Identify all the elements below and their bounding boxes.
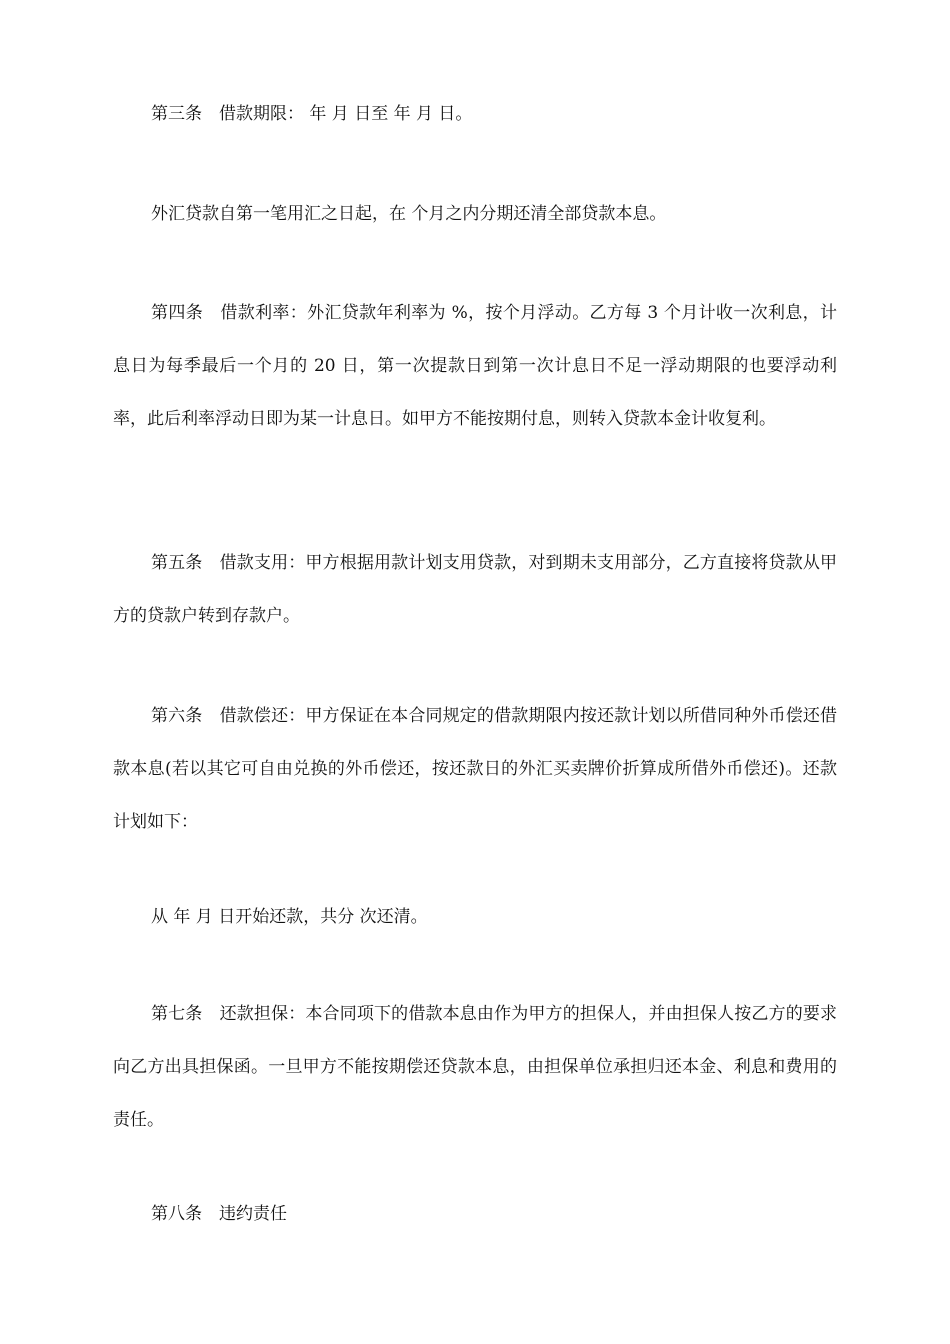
paragraph-text: 从 年 月 日开始还款，共分 次还清。 (151, 907, 428, 927)
clause-8-liability-for-breach (113, 1188, 837, 1241)
clause-4-interest-rate (113, 287, 837, 446)
clause-5-loan-drawdown (113, 537, 837, 643)
repayment-period-paragraph (113, 188, 837, 241)
clause-text: 违约责任 (219, 1204, 287, 1224)
clause-heading: 第三条 (151, 104, 202, 124)
repayment-schedule-paragraph (113, 891, 837, 944)
clause-heading: 第六条 (151, 706, 203, 726)
clause-3-loan-term (113, 88, 837, 141)
clause-heading: 第八条 (151, 1204, 202, 1224)
clause-heading: 第四条 (151, 303, 204, 323)
clause-heading: 第五条 (151, 553, 203, 573)
clause-heading: 第七条 (151, 1004, 203, 1024)
clause-text: 还款担保：本合同项下的借款本息由作为甲方的担保人，并由担保人按乙方的要求向乙方出具担保函。一旦甲方不能按期偿还贷款本息，由担保单位承担归还本金、利息和费用的责任。 (113, 1004, 838, 1130)
clause-text: 借款偿还：甲方保证在本合同规定的借款期限内按还款计划以所借同种外币偿还借款本息(若以其它可自由兑换的外币偿还，按还款日的外汇买卖牌价折算成所借外币偿还)。还款计划如下： (113, 706, 838, 832)
clause-6-loan-repayment (113, 690, 837, 849)
clause-text: 借款利率：外汇贷款年利率为 %，按个月浮动。乙方每 3 个月计收一次利息，计息日为每季最后一个月的 20 日，第一次提款日到第一次计息日不足一浮动期限的也要浮动利率，此后利率浮动日即为某一计息日。如甲方不能按期付息，则转入贷款本金计收复利。 (113, 303, 838, 429)
paragraph-text: 外汇贷款自第一笔用汇之日起，在 个月之内分期还清全部贷款本息。 (151, 204, 667, 224)
clause-text: 借款期限： 年 月 日至 年 月 日。 (219, 104, 473, 124)
clause-text: 借款支用：甲方根据用款计划支用贷款，对到期未支用部分，乙方直接将贷款从甲方的贷款户转到存款户。 (113, 553, 838, 626)
clause-7-repayment-guarantee (113, 988, 837, 1147)
